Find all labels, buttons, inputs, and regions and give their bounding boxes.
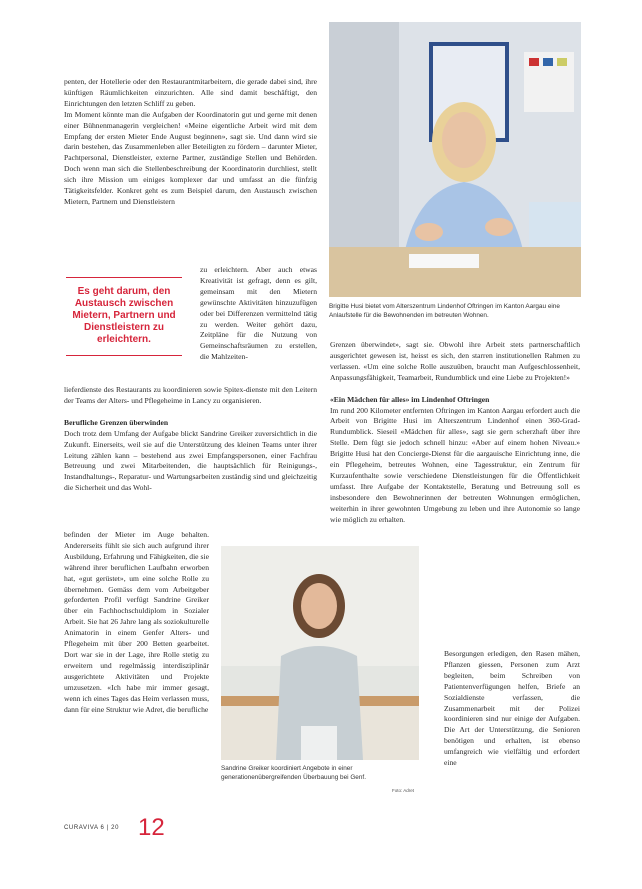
paragraph: penten, der Hotellerie oder den Restaurantmitarbeitern, die gerade dabei sind, ihre künftigen Räumlichkeiten einzurichten. Alle sind damit beschäftigt, den Einrichtungen den letzten Schliff zu geben. xyxy=(64,77,317,108)
photo-illustration xyxy=(221,546,419,760)
paragraph: befinden der Mieter im Auge behalten. Andererseits fühlt sie sich auch aufgrund ihrer Ausbildung, Erfahrung und Fähigkeiten, die sie während ihrer beruflichen Laufbahn erworben hat, «gut gerüstet», um eine solche Rolle zu übernehmen. Gemäss dem vom Arbeitgeber geforderten Profil verfügt Sandrine Greiker über ein Fachhochschuldiplom in Sozialer Arbeit. Sie hat 26 Jahre lang als soziokulturelle Animatorin in einem Genfer Alters- und Pflegeheim mit über 200 Betten gearbeitet. Dort war sie in der Lage, ihre Rolle stetig zu erweitern und regelmässig interdisziplinär ausgerichtete Aktivitäten und Projekte umzusetzen. «Ich habe mir immer gesagt, wenn ich eines Tages das Heim verlassen muss, dann für eine Struktur wie Adret, die berufliche xyxy=(64,530,209,714)
photo-illustration xyxy=(329,22,581,297)
photo-caption: Brigitte Husi bietet vom Alterszentrum Lindenhof Oftringen im Kanton Aargau eine Anlaufstelle für die Bewohnenden im betreuten Wohnen. xyxy=(329,303,560,320)
left-column-wrap xyxy=(200,265,317,363)
left-column-top xyxy=(64,77,317,208)
photo-brigitte-husi xyxy=(329,22,581,297)
photo-caption: Sandrine Greiker koordiniert Angebote in einer generationenübergreifenden Überbauung bei Genf. xyxy=(221,765,366,782)
right-column-narrow xyxy=(444,649,580,769)
paragraph: Grenzen überwindet», sagt sie. Obwohl ihre Arbeit stets partnerschaftlich ausgerichtet gewesen ist, heisst es sich, den starren institutionellen Rahmen zu verlassen. «Um eine solche Rolle auszuüben, braucht man Aufgeschlossenheit, Anpassungsfähigkeit, Teamarbeit, Rundumblick und eine Liebe zu Projekten!» xyxy=(330,340,580,382)
paragraph: zu erleichtern. Aber auch etwas Kreativität ist gefragt, denn es gilt, gemeinsam mit den Mietern gewünschte Aktivitäten hinzuzufügen oder bei Differenzen vermittelnd tätig zu werden. Weiter gehört dazu, Zeitpläne für die Nutzung von Gemeinschaftsräumen zu erstellen, die Mahlzeiten- xyxy=(200,265,317,362)
subheading: Berufliche Grenzen überwinden xyxy=(64,417,169,427)
subheading: «Ein Mädchen für alles» im Lindenhof Oftringen xyxy=(330,394,490,404)
paragraph: lieferdienste des Restaurants zu koordinieren sowie Spitex-dienste mit den Leitern der Teams der Alters- und Pflegeheime in Lancy zu organisieren. xyxy=(64,385,317,405)
paragraph: Im rund 200 Kilometer entfernten Oftringen im Kanton Aargau erfordert auch die Arbeit von Brigitte Husi im Alterszentrum Lindenhof einen 360-Grad-Rundumblick. Sieseil «Mädchen für alles», sagt sie gern scherzhaft über ihre Stelle. Dem fügt sie jedoch schnell hinzu: «Aber auf einem hohen Niveau.» Brigitte Husi hat den Concierge-Dienst für die aargauische Einrichtung inne, die ein Pflegeheim, betreutes Wohnen, eine Tagesstruktur, ein Zentrum für Kurzaufenthalte sowie verschiedene Dienstleistungen für die Öffentlichkeit umfasst. Ihre Aufgabe der Kontaktstelle, Beratung und Betreuung soll es insbesondere den Bewohnerinnen der betreuten Wohnungen ermöglichen, weiterhin in ihrer gewohnten Umgebung zu leben und ihre Autonomie so lange wie möglich zu erhalten. xyxy=(330,405,580,524)
pull-quote xyxy=(66,277,182,356)
paragraph: Im Moment könnte man die Aufgaben der Koordinatorin gut und gerne mit denen einer Bühnenmanagerin vergleichen! «Meine eigentliche Arbeit wird mit dem Empfang der ersten Mieter Ende August beginnen», sagt sie. Und dann wird sie darin bestehen, das Zusammenleben aller Beteiligten zu fördern – darunter Mieter, Pachtpersonal, Dienstleister, externe Partner, zuständige Stellen und Behörden. Doch wenn man sich die Stellenbeschreibung der Koordinatorin durchliest, stellt sich ihre Mission um einiges komplexer dar und umfasst an die fünfzig Tätigkeitsfelder. Konkret geht es zum Beispiel darum, den Austausch zwischen Mietern, Partnern und Dienstleistern xyxy=(64,109,317,206)
page-number: 12 xyxy=(138,814,165,841)
paragraph: Besorgungen erledigen, den Rasen mähen, Pflanzen giessen, Personen zum Arzt begleiten, beim Schreiben von Patientenverfügungen helfen, Briefe an Sozialdienste verfassen, die Zusammenarbeit mit der Polizei koordinieren sind nur einige der Aufgaben. Die Art der Unterstützung, die Senioren benötigen und erhalten, ist ebenso umfangreich wie vielfältig und erfordert eine xyxy=(444,649,580,768)
left-column-bottom xyxy=(64,385,317,494)
pull-quote-text: Es geht darum, den Austausch zwischen Mietern, Partnern und Dienstleistern zu erleichtern. xyxy=(72,286,176,345)
magazine-issue: CURAVIVA 6 | 20 xyxy=(64,825,120,831)
paragraph: Doch trotz dem Umfang der Aufgabe blickt Sandrine Greiker zuversichtlich in die Zukunft. Einerseits, weil sie auf die Unterstützung des kleinen Teams unter ihrer Leitung zählen kann – bestehend aus zwei Empfangspersonen, einer Fachfrau Betreuung und zwei Mitarbeitenden, die hauptsächlich für Reinigungs-, Instandhaltungs-, Reparatur- und Wartungsarbeiten zuständig sind und gleichzeitig die Sicherheit und das Wohl- xyxy=(64,428,317,493)
photo-sandrine-greiker xyxy=(221,546,419,760)
photo-credit: Foto: Adret xyxy=(392,788,415,793)
left-column-narrow xyxy=(64,530,209,715)
right-column-top xyxy=(330,340,580,526)
